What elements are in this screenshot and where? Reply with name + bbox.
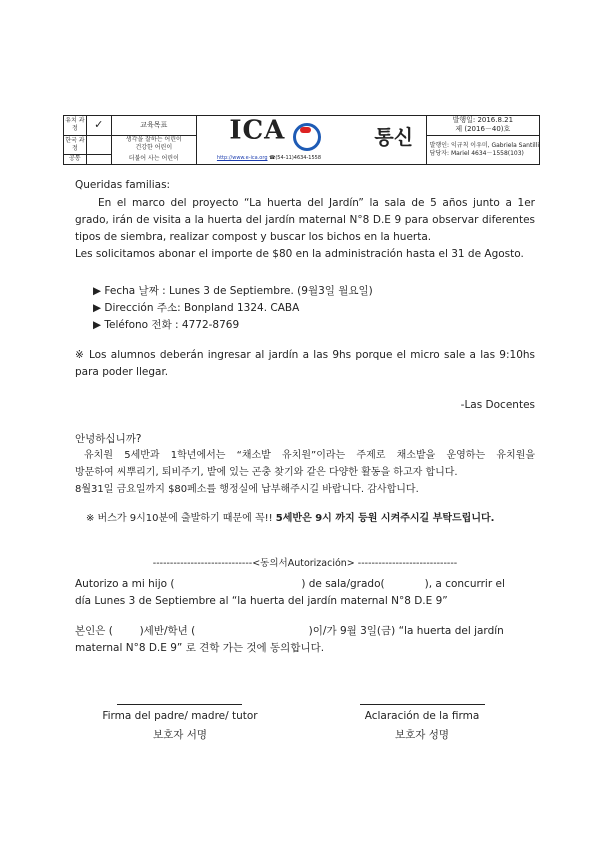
bullet-date: ▶ Fecha 날짜 : Lunes 3 de Septiembre. (9월3일 월요일) bbox=[93, 285, 373, 297]
ica-emblem-icon bbox=[293, 123, 321, 151]
goals-list bbox=[111, 135, 196, 164]
website-link[interactable]: http://www.e-ica.org bbox=[216, 155, 268, 161]
para1-line: grado, irán de visita a la huerta del jardín maternal N°8 D.E 9 para observar diferentes bbox=[75, 214, 535, 226]
right-sig-label: Aclaración de la firma bbox=[364, 710, 480, 722]
goal: 건강한 어린이 bbox=[135, 144, 173, 152]
issue-number: 제 (2016－40)호 bbox=[455, 125, 511, 134]
issue-cell bbox=[426, 116, 539, 136]
triangle-bullet-icon: ▶ bbox=[93, 319, 105, 331]
para1-line: tipos de siembra, realizar compost y buscar los bichos en la huerta. bbox=[75, 231, 432, 243]
issue-date: 발행일: 2016.8.21 bbox=[452, 116, 514, 125]
greeting-es: Queridas familias: bbox=[75, 179, 171, 191]
consent-es: día Lunes 3 de Septiembre al “la huerta del jardín maternal N°8 D.E 9” bbox=[75, 595, 448, 607]
para-ko: 방문하여 씨뿌리기, 퇴비주기, 밭에 있는 곤충 찾기와 같은 다양한 활동을 하고자 합니다. bbox=[75, 467, 458, 478]
consent-ko: maternal N°8 D.E 9” 로 견학 가는 것에 동의합니다. bbox=[75, 642, 325, 654]
track-korean: 한국 과정 bbox=[64, 135, 87, 154]
name-clarification-line[interactable] bbox=[360, 704, 485, 705]
para-ko: 유치원 5세반과 1학년에서는 “채소밭 유치원”이라는 주제로 채소밭을 운영하는 유치원을 bbox=[84, 450, 535, 461]
right-sig-label-ko: 보호자 성명 bbox=[394, 729, 450, 741]
greeting-ko: 안녕하십니까? bbox=[75, 433, 142, 445]
note-ko: ※ 버스가 9시10분에 출발하기 때문에 꼭!! 5세반은 9시 까지 등원 시켜주시길 부탁드립니다. bbox=[86, 513, 495, 524]
header-table bbox=[63, 115, 540, 165]
left-sig-label: Firma del padre/ madre/ tutor bbox=[102, 710, 258, 722]
masthead bbox=[196, 116, 361, 165]
bullet-phone: ▶ Teléfono 전화 : 4772-8769 bbox=[93, 319, 240, 331]
publisher-cell bbox=[426, 135, 539, 164]
consent-ko: 본인은 ( )세반/학년 ( )이/가 9월 3일(금) “la huerta del jardín bbox=[75, 625, 504, 637]
goal: 생각을 잘하는 어린이 bbox=[125, 136, 182, 144]
signature-docentes: -Las Docentes bbox=[460, 399, 535, 411]
goals-title: 교육목표 bbox=[111, 116, 196, 136]
phone: ☎(54-11)4634-1558 bbox=[269, 155, 322, 161]
ica-logo: ICA bbox=[229, 115, 286, 146]
triangle-bullet-icon: ▶ bbox=[93, 302, 105, 314]
bullet-address: ▶ Dirección 주소: Bonpland 1324. CABA bbox=[93, 302, 300, 314]
publisher: 발행인: 익규칙 이우미, Gabriela Santilli bbox=[429, 141, 539, 149]
newsletter-title: 통신 bbox=[374, 125, 414, 149]
contact: 담당자: Mariel 4634－1558(103) bbox=[429, 149, 524, 157]
left-sig-label-ko: 보호자 서명 bbox=[152, 729, 208, 741]
consent-es: Autorizo a mi hijo ( ) de sala/grado( ), a concurrir el bbox=[75, 578, 505, 590]
check-mark: ✓ bbox=[86, 116, 111, 136]
para1-line: En el marco del proyecto “La huerta del Jardín” la sala de 5 años junto a 1er bbox=[98, 197, 535, 209]
triangle-bullet-icon: ▶ bbox=[93, 285, 105, 297]
para2: Les solicitamos abonar el importe de $80 en la administración hasta el 31 de Agosto. bbox=[75, 248, 524, 260]
note-es: ※ Los alumnos deberán ingresar al jardín a las 9hs porque el micro sale a las 9:10hs bbox=[75, 349, 535, 361]
note-es: para poder llegar. bbox=[75, 366, 169, 378]
parent-signature-line[interactable] bbox=[117, 704, 242, 705]
consent-divider: -----------------------------<동의서Autorización> ----------------------------- bbox=[152, 558, 458, 569]
track-common: 공통 bbox=[64, 154, 87, 164]
para-ko: 8월31일 금요일까지 $80페소를 행정실에 납부해주시길 바랍니다. 감사합니다. bbox=[75, 484, 419, 495]
track-kinder: 유치 과정 bbox=[64, 116, 87, 136]
goal: 더불어 사는 어린이 bbox=[128, 155, 179, 163]
